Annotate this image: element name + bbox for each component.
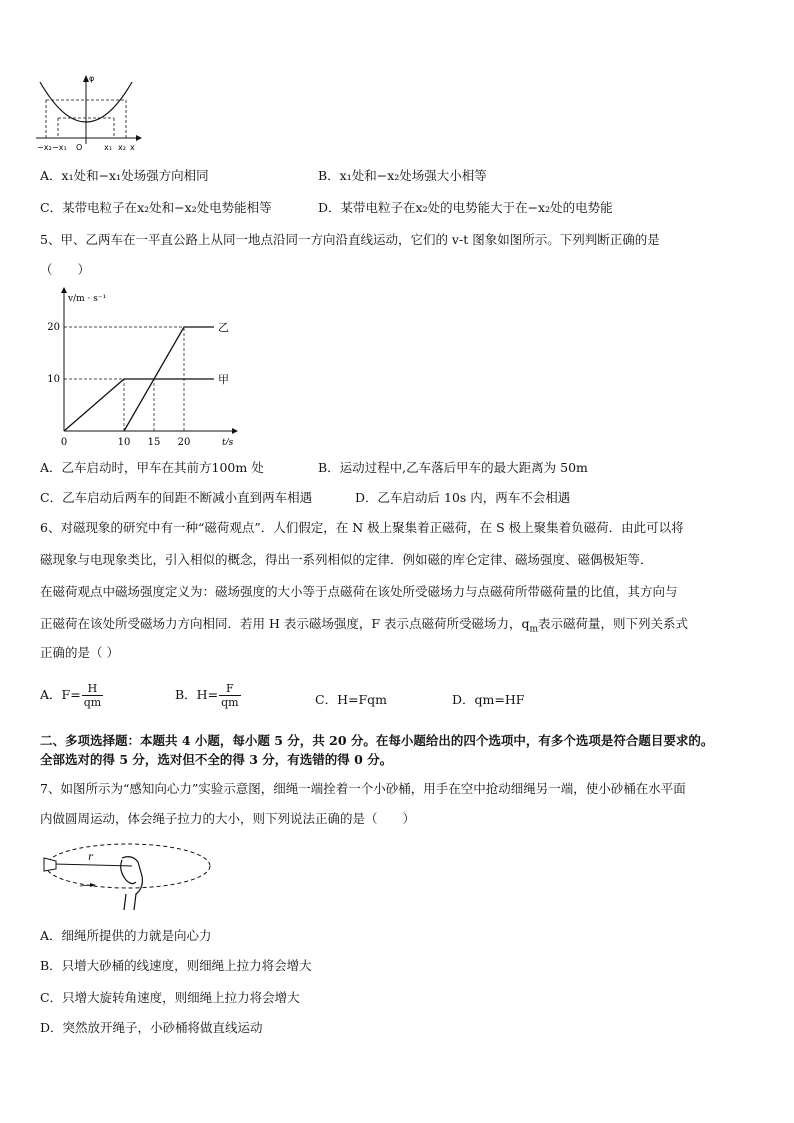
phi-axis-label: φ <box>89 74 95 83</box>
potential-graph <box>32 72 144 154</box>
q4-option-c: C．某带电粒子在x₂处和−x₂处电势能相等 <box>40 200 272 215</box>
q4-option-a: A．x₁处和−x₁处场强方向相同 <box>40 168 209 183</box>
q7-stem-line1: 7、如图所示为“感知向心力”实验示意图，细绳一端拴着一个小砂桶，用手在空中抢动细绳另一端，使小砂桶在水平面 <box>40 781 686 796</box>
series-label: 乙 <box>218 321 229 334</box>
q6-option-d: D．qm=HF <box>452 692 525 707</box>
x-tick-label: 0 <box>60 437 68 445</box>
x-tick-label: 15 <box>147 437 161 445</box>
q7-stem-line2: 内做圆周运动，体会绳子拉力的大小，则下列说法正确的是（ ） <box>40 811 416 826</box>
series-label: 甲 <box>218 373 229 386</box>
tick-x2: x₂ <box>118 143 126 152</box>
q6-paragraph-line1: 6、对磁现象的研究中有一种“磁荷观点”．人们假定，在 N 极上聚集着正磁荷，在 S 极上聚集着负磁荷．由此可以将 <box>40 520 684 535</box>
q6-paragraph-line5: 正确的是（ ） <box>40 645 119 660</box>
q5-option-b: B．运动过程中,乙车落后甲车的最大距离为 50m <box>318 460 588 475</box>
q5-option-c: C．乙车启动后两车的间距不断减小直到两车相遇 <box>40 490 313 505</box>
tick-origin: O <box>76 143 83 152</box>
tick-neg-x1: −x₁ <box>52 143 67 152</box>
section2-header-line1: 二、多项选择题：本题共 4 小题，每小题 5 分，共 20 分。在每小题给出的四个选项中，有多个选项是符合题目要求的。 <box>40 733 714 748</box>
fraction: $\frac{H}{qm}$ <box>83 682 102 709</box>
q6-option-a: A．F= $\frac{H}{qm}$ <box>40 682 102 709</box>
q6-option-c: C．H=Fqm <box>315 692 387 707</box>
sand-bucket-icon <box>44 858 56 871</box>
tick-x1: x₁ <box>104 143 112 152</box>
fraction: $\frac{F}{qm}$ <box>221 682 239 709</box>
x-axis-arrow <box>232 428 238 434</box>
radius-label: r <box>88 852 93 863</box>
q5-option-a: A．乙车启动时，甲车在其前方100m 处 <box>40 460 264 475</box>
x-tick-label: 10 <box>117 437 131 445</box>
x-tick-label: 20 <box>177 437 191 445</box>
q5-stem-line2: （ ） <box>40 262 91 277</box>
q7-option-c: C．只增大旋转角速度，则细绳上拉力将会增大 <box>40 990 300 1005</box>
q5-stem-line1: 5、甲、乙两车在一平直公路上从同一地点沿同一方向沿直线运动，它们的 v-t 图象如图所示。下列判断正确的是 <box>40 232 660 247</box>
y-axis-label: v/m · s⁻¹ <box>68 294 107 304</box>
y-tick-label: 10 <box>47 374 60 385</box>
q7-option-b: B．只增大砂桶的线速度，则细绳上拉力将会增大 <box>40 958 312 973</box>
q6-paragraph-line2: 磁现象与电现象类比，引入相似的概念，得出一系列相似的定律．例如磁的库仑定律、磁场强度、磁偶极矩等． <box>40 552 653 567</box>
y-axis-arrow <box>61 287 67 293</box>
q6-option-b: B．H= $\frac{F}{qm}$ <box>175 682 239 709</box>
q6-paragraph-line4: 正磁荷在该处所受磁场力方向相同．若用 H 表示磁场强度，F 表示点磁荷所受磁场力，$q_m$表示磁荷量，则下列关系式 <box>40 616 689 635</box>
q6-paragraph-line3: 在磁荷观点中磁场强度定义为：磁场强度的大小等于点磁荷在该处所受磁场力与点磁荷所带磁荷量的比值，其方向与 <box>40 584 678 599</box>
y-tick-label: 20 <box>47 322 60 333</box>
section2-header-line2: 全部选对的得 5 分，选对但不全的得 3 分，有选错的得 0 分。 <box>40 752 393 767</box>
q7-option-d: D．突然放开绳子，小砂桶将做直线运动 <box>40 1020 263 1035</box>
q5-option-d: D．乙车启动后 10s 内，两车不会相遇 <box>355 490 571 505</box>
q4-option-d: D．某带电粒子在x₂处的电势能大于在−x₂处的电势能 <box>318 200 613 215</box>
x-axis-label: t/s <box>222 438 234 445</box>
q7-option-a: A．细绳所提供的力就是向心力 <box>40 928 212 943</box>
q4-option-b: B．x₁处和−x₂处场强大小相等 <box>318 168 487 183</box>
centripetal-force-figure <box>40 836 220 916</box>
hand-icon <box>121 857 143 910</box>
vt-chart <box>40 285 240 445</box>
x-axis-label: x <box>130 143 135 152</box>
tick-neg-x2: −x₂ <box>37 143 52 152</box>
